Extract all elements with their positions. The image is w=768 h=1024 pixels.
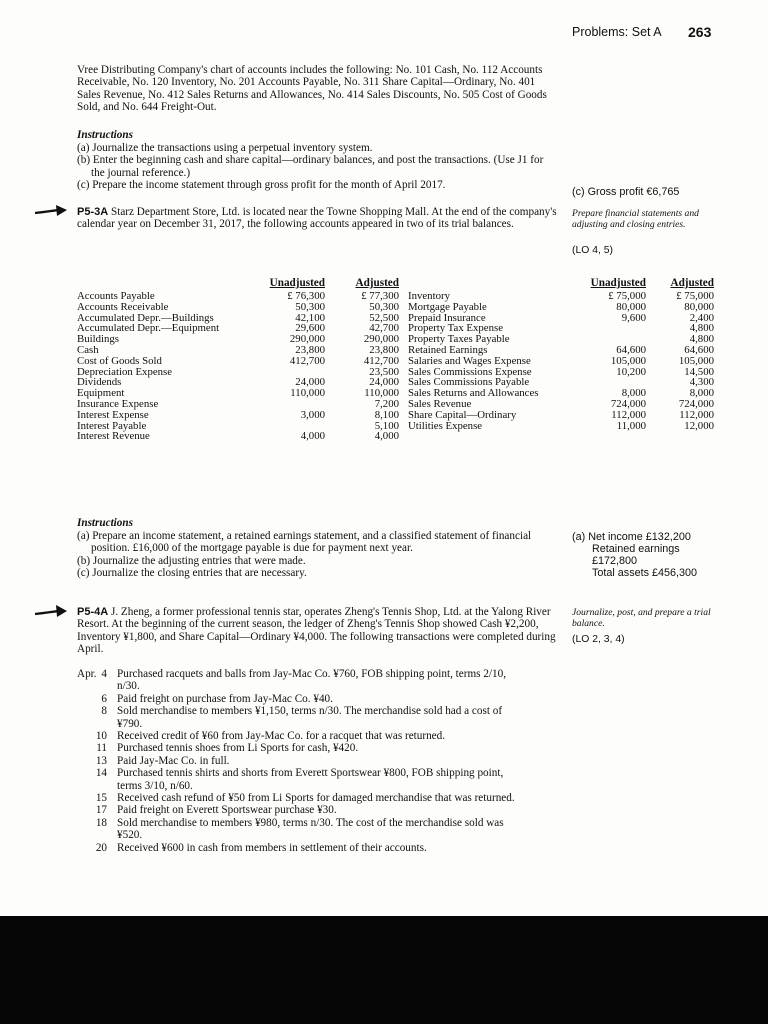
transaction-row (77, 804, 547, 816)
problem-id: P5-3A (77, 206, 109, 218)
problem-id: P5-4A (77, 606, 109, 618)
transaction-description: Sold merchandise to members ¥980, terms n/30. The cost of the merchandise sold was ¥520. (117, 816, 504, 842)
account-name: Mortgage Payable (408, 300, 487, 313)
transaction-row (77, 693, 547, 705)
transaction-description: Purchased tennis shirts and shorts from Everett Sportswear ¥800, FOB shipping point, terms 3/10, n/60. (117, 767, 504, 792)
account-name: Prepaid Insurance (408, 311, 486, 324)
unadjusted-value: 10,200 (616, 365, 646, 378)
unadjusted-value: £ 75,000 (608, 290, 646, 302)
adjusted-value: 412,700 (363, 354, 399, 367)
unadjusted-value: 412,700 (289, 354, 325, 367)
instruction-item: (a) Journalize the transactions using a perpetual inventory system. (77, 142, 373, 154)
instruction-item: (a) Prepare an income statement, a retained earnings statement, and a classified statement of financial position. £16,000 of the mortgage payable is due for payment next year. (77, 530, 532, 555)
column-header-unadjusted: Unadjusted (269, 277, 325, 289)
adjusted-value: 14,500 (684, 365, 714, 378)
unadjusted-value: 8,000 (621, 387, 646, 400)
table-row (77, 410, 399, 421)
account-name: Cash (77, 343, 99, 356)
transaction-day: 20 (95, 841, 107, 854)
account-name: Retained Earnings (408, 343, 488, 356)
table-row (408, 302, 714, 313)
adjusted-value: 64,600 (684, 343, 714, 356)
account-name: Sales Commissions Payable (408, 376, 530, 389)
table-row (408, 410, 714, 421)
transaction-row (77, 817, 547, 842)
adjusted-value: £ 77,300 (361, 290, 399, 302)
instruction-item: (c) Journalize the closing entries that are necessary. (77, 567, 307, 580)
answer-note (572, 531, 742, 579)
unadjusted-value: 42,100 (295, 311, 325, 324)
problem-objective: Journalize, post, and prepare a trial balance. (572, 607, 711, 629)
table-row (77, 323, 399, 334)
adjusted-value: 42,700 (369, 322, 399, 335)
transaction-description: Paid freight on Everett Sportswear purchase ¥30. (117, 804, 337, 817)
adjusted-value: £ 75,000 (676, 290, 714, 302)
adjusted-value: 8,000 (689, 387, 714, 400)
trial-balance-right-table (408, 277, 714, 431)
table-row (77, 367, 399, 378)
running-header-title: Problems: Set A (572, 25, 662, 39)
instruction-item: (b) Journalize the adjusting entries that were made. (77, 554, 306, 567)
table-row (77, 302, 399, 313)
table-header-row (408, 277, 714, 291)
transaction-month: Apr. (77, 668, 97, 680)
transaction-description: Received cash refund of ¥50 from Li Sports for damaged merchandise that was returned. (117, 792, 515, 805)
transaction-row (77, 767, 547, 792)
unadjusted-value: 23,800 (295, 343, 325, 356)
problem-statement: J. Zheng, a former professional tennis star, operates Zheng's Tennis Shop, Ltd. at the Yalong River Resort. At the beginning of the current season, the ledger of Zheng's Tennis Shop showed Cash ¥2,200, Inventory ¥1,800, and Share Capital—Ordinary ¥4,000. The following transactions were completed during April. (77, 606, 556, 656)
account-name: Property Tax Expense (408, 322, 503, 335)
learning-objectives: (LO 4, 5) (572, 245, 613, 256)
account-name: Buildings (77, 333, 119, 346)
problem-objective: Prepare financial statements and adjusting and closing entries. (572, 208, 699, 230)
adjusted-value: 52,500 (369, 311, 399, 324)
account-name: Share Capital—Ordinary (408, 408, 517, 421)
account-name: Property Taxes Payable (408, 333, 510, 346)
adjusted-value: 5,100 (374, 419, 399, 432)
account-name: Interest Expense (77, 408, 149, 421)
transaction-row (77, 705, 547, 730)
unadjusted-value: 80,000 (616, 300, 646, 313)
adjusted-value: 12,000 (684, 419, 714, 432)
unadjusted-value: £ 76,300 (287, 290, 325, 302)
transaction-row (77, 668, 547, 693)
transaction-row (77, 842, 547, 854)
transaction-day: 15 (95, 792, 107, 805)
adjusted-value: 105,000 (678, 354, 714, 367)
transaction-day: 17 (95, 804, 107, 817)
unadjusted-value: 64,600 (616, 343, 646, 356)
instructions-heading: Instructions (77, 129, 133, 141)
account-name: Inventory (408, 290, 450, 302)
column-header-adjusted: Adjusted (355, 277, 399, 289)
intro-paragraph: Vree Distributing Company's chart of accounts includes the following: No. 101 Cash, No. 112 Accounts Receivable, No. 120 Inventory, No. 201 Accounts Payable, No. 311 Share Capital—Ordinary, No. 401 Sales Revenue, No. 412 Sales Returns and Allowances, No. 414 Sales Discounts, No. 505 Cost of Goods Sold, and No. 644 Freight-Out. (77, 64, 547, 114)
column-header-unadjusted: Unadjusted (590, 277, 646, 289)
problem-p5-4a-text (77, 606, 559, 656)
adjusted-value: 8,100 (374, 408, 399, 421)
answer-line: Total assets £456,300 (592, 567, 698, 579)
transaction-row (77, 792, 547, 804)
answer-line: £172,800 (592, 555, 638, 567)
scan-black-margin (0, 916, 768, 1024)
table-row (77, 334, 399, 345)
arrow-pointer-icon (34, 204, 68, 218)
unadjusted-value: 24,000 (295, 376, 325, 389)
account-name: Accumulated Depr.—Buildings (77, 311, 214, 324)
instructions-list (77, 142, 559, 192)
table-header-row (77, 277, 399, 291)
transaction-list (77, 668, 547, 854)
transaction-description: Received ¥600 in cash from members in settlement of their accounts. (117, 841, 427, 854)
unadjusted-value: 290,000 (289, 333, 325, 346)
account-name: Dividends (77, 376, 122, 389)
adjusted-value: 7,200 (374, 397, 399, 410)
account-name: Equipment (77, 387, 125, 400)
instruction-item: (b) Enter the beginning cash and share capital—ordinary balances, and post the transactions. (Use J1 for the journal reference.) (77, 154, 544, 179)
transaction-description: Received credit of ¥60 from Jay-Mac Co. for a racquet that was returned. (117, 730, 446, 743)
transaction-description: Purchased tennis shoes from Li Sports for cash, ¥420. (117, 742, 359, 755)
unadjusted-value: 9,600 (621, 311, 646, 324)
account-name: Interest Payable (77, 419, 147, 432)
adjusted-value: 724,000 (678, 397, 714, 410)
answer-note: (c) Gross profit €6,765 (572, 186, 680, 198)
adjusted-value: 23,800 (369, 343, 399, 356)
adjusted-value: 23,500 (369, 365, 399, 378)
account-name: Sales Revenue (408, 397, 472, 410)
account-name: Interest Revenue (77, 430, 150, 443)
unadjusted-value: 724,000 (610, 397, 646, 410)
adjusted-value: 290,000 (363, 333, 399, 346)
problem-statement: Starz Department Store, Ltd. is located near the Towne Shopping Mall. At the end of the company's calendar year on December 31, 2017, the following accounts appeared in two of its trial balances. (77, 206, 557, 231)
column-header-adjusted: Adjusted (670, 277, 714, 289)
transaction-day: 6 (101, 692, 107, 705)
instructions-list (77, 530, 559, 580)
account-name: Accumulated Depr.—Equipment (77, 322, 220, 335)
transaction-day: 11 (96, 742, 107, 755)
transaction-description: Sold merchandise to members ¥1,150, terms n/30. The merchandise sold had a cost of ¥790. (117, 705, 503, 730)
transaction-day: 13 (95, 754, 107, 767)
trial-balance-left-table (77, 277, 399, 442)
account-name: Accounts Receivable (77, 300, 169, 313)
instructions-heading: Instructions (77, 517, 133, 529)
transaction-day: 18 (95, 816, 107, 829)
transaction-description: Paid Jay-Mac Co. in full. (117, 754, 230, 767)
answer-line: (a) Net income £132,200 (572, 531, 691, 543)
adjusted-value: 80,000 (684, 300, 714, 313)
account-name: Utilities Expense (408, 419, 483, 432)
transaction-description: Purchased racquets and balls from Jay-Mac Co. ¥760, FOB shipping point, terms 2/10, n/30. (117, 668, 507, 693)
arrow-pointer-icon (34, 604, 68, 618)
unadjusted-value: 29,600 (295, 322, 325, 335)
transaction-day: 10 (95, 730, 107, 743)
adjusted-value: 4,000 (374, 430, 399, 443)
problem-p5-3a-text (77, 206, 559, 231)
unadjusted-value: 11,000 (616, 419, 646, 432)
page-number: 263 (688, 24, 712, 40)
account-name: Cost of Goods Sold (77, 354, 162, 367)
transaction-day: 4 (101, 668, 107, 680)
transaction-row (77, 755, 547, 767)
adjusted-value: 110,000 (364, 387, 399, 400)
table-row (77, 431, 399, 442)
adjusted-value: 112,000 (679, 408, 714, 421)
unadjusted-value: 110,000 (290, 387, 325, 400)
account-name: Sales Commissions Expense (408, 365, 532, 378)
instruction-item: (c) Prepare the income statement through gross profit for the month of April 2017. (77, 179, 446, 192)
unadjusted-value: 105,000 (610, 354, 646, 367)
transaction-row (77, 742, 547, 754)
transaction-row (77, 730, 547, 742)
table-row (408, 356, 714, 367)
table-row (77, 377, 399, 388)
unadjusted-value (574, 323, 646, 334)
account-name: Insurance Expense (77, 397, 159, 410)
transaction-day: 14 (95, 767, 107, 780)
table-row (408, 421, 714, 432)
account-name: Accounts Payable (77, 290, 155, 302)
adjusted-value: 24,000 (369, 376, 399, 389)
adjusted-value: 4,800 (689, 333, 714, 346)
table-row (77, 356, 399, 367)
unadjusted-value: 3,000 (300, 408, 325, 421)
unadjusted-value: 4,000 (300, 430, 325, 443)
account-name: Sales Returns and Allowances (408, 387, 539, 400)
transaction-day: 8 (101, 705, 107, 718)
adjusted-value: 4,300 (689, 376, 714, 389)
learning-objectives: (LO 2, 3, 4) (572, 634, 625, 645)
unadjusted-value: 112,000 (611, 408, 646, 421)
adjusted-value: 50,300 (369, 300, 399, 313)
account-name: Salaries and Wages Expense (408, 354, 531, 367)
transaction-description: Paid freight on purchase from Jay-Mac Co. ¥40. (117, 692, 333, 705)
answer-line: Retained earnings (592, 543, 680, 555)
adjusted-value: 2,400 (689, 311, 714, 324)
unadjusted-value: 50,300 (295, 300, 325, 313)
account-name: Depreciation Expense (77, 365, 173, 378)
adjusted-value: 4,800 (689, 322, 714, 335)
